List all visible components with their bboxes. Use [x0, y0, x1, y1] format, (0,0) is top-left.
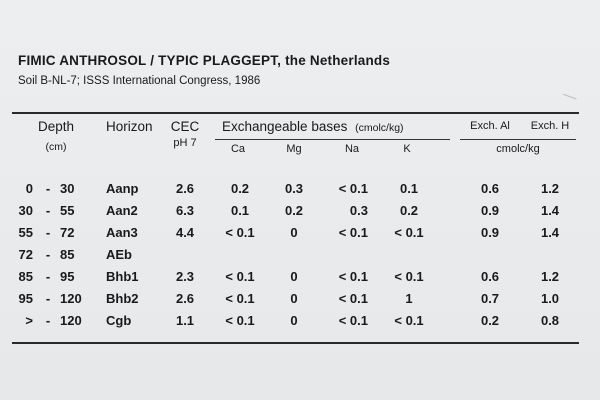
header-mg: Mg: [286, 143, 302, 155]
cell-k: < 0.1: [394, 269, 424, 284]
cell-k: 0.2: [399, 203, 419, 218]
cell-mg: 0.3: [284, 181, 304, 196]
table-bottom-rule: [12, 342, 579, 344]
cell-ca: 0.2: [230, 181, 250, 196]
cell-na: < 0.1: [338, 225, 368, 240]
cell-depth-dash: -: [45, 313, 51, 328]
cell-k: < 0.1: [394, 225, 424, 240]
cell-horizon: Bhb2: [106, 291, 139, 306]
cell-h: 0.8: [540, 313, 560, 328]
cell-cec: 6.3: [175, 203, 195, 218]
cell-horizon: Aan2: [106, 203, 138, 218]
header-exch-unit: cmolc/kg: [496, 143, 540, 155]
header-na: Na: [344, 143, 360, 155]
cell-depth-to: 72: [60, 225, 75, 240]
cell-depth-to: 55: [60, 203, 75, 218]
cell-h: 1.2: [540, 181, 560, 196]
cell-depth-to: 85: [60, 247, 75, 262]
cell-depth-dash: -: [45, 291, 51, 306]
slide-mark: [561, 94, 576, 104]
cell-ca: < 0.1: [225, 291, 255, 306]
cell-k: < 0.1: [394, 313, 424, 328]
cell-ca: < 0.1: [225, 313, 255, 328]
cell-h: 1.4: [540, 225, 560, 240]
cell-depth-dash: -: [45, 181, 51, 196]
cell-cec: 4.4: [175, 225, 195, 240]
header-bases-unit: (cmolc/kg): [355, 122, 404, 134]
cell-na: < 0.1: [338, 291, 368, 306]
cell-ca: < 0.1: [225, 269, 255, 284]
cell-depth-to: 120: [60, 313, 82, 328]
cell-mg: 0: [290, 313, 298, 328]
cell-al: 0.7: [480, 291, 500, 306]
header-bases-label: Exchangeable bases: [222, 119, 348, 134]
cell-k: 0.1: [399, 181, 419, 196]
cell-h: 1.4: [540, 203, 560, 218]
cell-cec: 2.6: [175, 181, 195, 196]
page-subtitle: Soil B-NL-7; ISSS International Congress, 1986: [18, 75, 261, 87]
header-k: K: [403, 143, 411, 155]
cell-na: < 0.1: [338, 181, 368, 196]
cell-ca: 0.1: [230, 203, 250, 218]
cell-horizon: Aan3: [106, 225, 138, 240]
cell-depth-dash: -: [45, 225, 51, 240]
cell-al: 0.9: [480, 203, 500, 218]
cell-depth-dash: -: [45, 247, 51, 262]
exch-header-rule: [460, 139, 576, 140]
cell-al: 0.2: [480, 313, 500, 328]
cell-cec: 1.1: [175, 313, 195, 328]
cell-depth-from: 72: [18, 247, 33, 262]
header-exch-al: Exch. Al: [470, 120, 510, 132]
cell-horizon: AEb: [106, 247, 132, 262]
cell-depth-to: 30: [60, 181, 75, 196]
cell-na: < 0.1: [338, 313, 368, 328]
cell-mg: 0.2: [284, 203, 304, 218]
cell-mg: 0: [290, 269, 298, 284]
header-cec: CEC: [170, 119, 200, 134]
cell-depth-from: 0: [25, 181, 33, 196]
cell-h: 1.2: [540, 269, 560, 284]
cell-na: < 0.1: [338, 269, 368, 284]
cell-na: 0.3: [349, 203, 368, 218]
cell-depth-from: 85: [18, 269, 33, 284]
cell-depth-from: 55: [18, 225, 33, 240]
header-bases: [222, 119, 404, 134]
cell-horizon: Cgb: [106, 313, 132, 328]
cell-depth-dash: -: [45, 269, 51, 284]
cell-depth-from: >: [25, 313, 33, 328]
header-horizon: Horizon: [106, 119, 153, 134]
cell-h: 1.0: [540, 291, 560, 306]
cell-depth-dash: -: [45, 203, 51, 218]
header-cec-ph: pH 7: [173, 137, 197, 149]
cell-k: 1: [405, 291, 413, 306]
cell-mg: 0: [290, 225, 298, 240]
cell-ca: < 0.1: [225, 225, 255, 240]
bases-header-rule: [215, 139, 450, 140]
cell-al: 0.6: [480, 181, 500, 196]
cell-cec: 2.6: [175, 291, 195, 306]
cell-cec: 2.3: [175, 269, 195, 284]
header-depth: Depth: [37, 119, 75, 134]
table-top-rule: [12, 112, 579, 114]
cell-horizon: Aanp: [106, 181, 139, 196]
cell-depth-to: 120: [60, 291, 82, 306]
cell-depth-from: 30: [18, 203, 33, 218]
header-exch-h: Exch. H: [530, 120, 570, 132]
cell-al: 0.6: [480, 269, 500, 284]
cell-mg: 0: [290, 291, 298, 306]
page-title: FIMIC ANTHROSOL / TYPIC PLAGGEPT, the Netherlands: [18, 53, 391, 68]
header-ca: Ca: [230, 143, 246, 155]
header-depth-unit: (cm): [45, 141, 67, 153]
cell-depth-to: 95: [60, 269, 75, 284]
cell-al: 0.9: [480, 225, 500, 240]
cell-horizon: Bhb1: [106, 269, 139, 284]
cell-depth-from: 95: [18, 291, 33, 306]
